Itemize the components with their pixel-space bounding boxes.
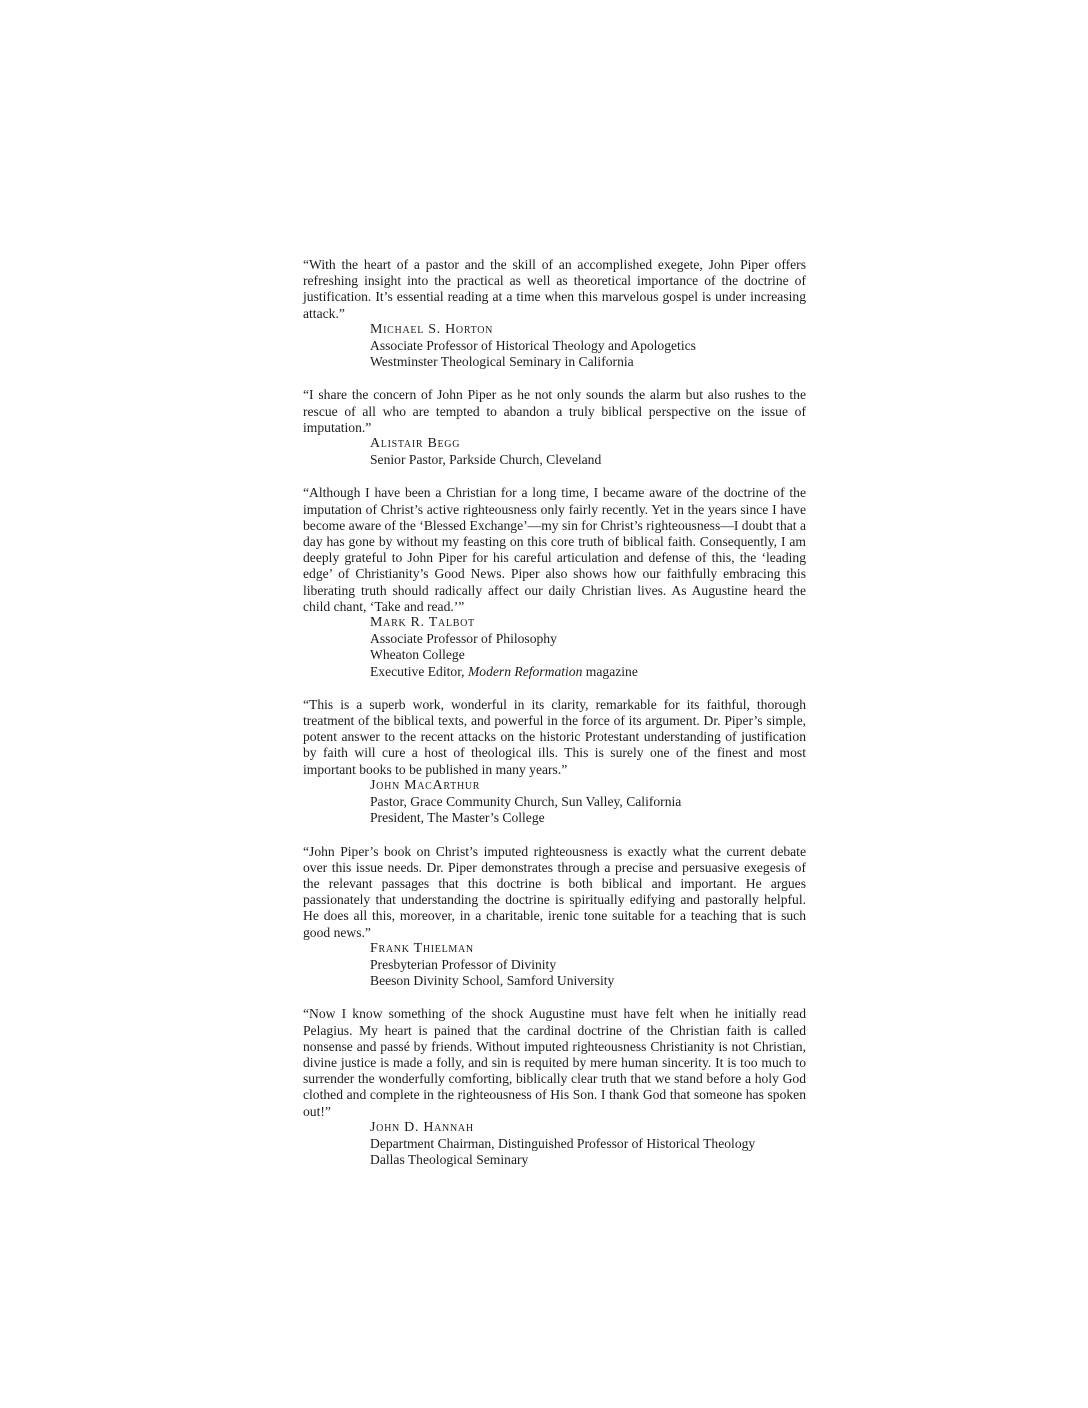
endorser-name: John D. Hannah bbox=[370, 1119, 474, 1135]
endorsement-attribution bbox=[370, 1120, 806, 1169]
endorser-title: Dallas Theological Seminary bbox=[370, 1152, 529, 1168]
endorser-title: Associate Professor of Historical Theology and Apologetics bbox=[370, 338, 696, 354]
endorser-name: Alistair Begg bbox=[370, 436, 461, 452]
endorsement-attribution bbox=[370, 778, 806, 827]
endorser-title: Beeson Divinity School, Samford University bbox=[370, 973, 615, 989]
endorser-title: Pastor, Grace Community Church, Sun Valley, California bbox=[370, 794, 682, 810]
endorsement-quote: “Although I have been a Christian for a long time, I became aware of the doctrine of the imputation of Christ’s active righteousness only fairly recently. Yet in the years since I have become aware of the ‘Blessed Exchange’—my sin for Christ’s righteousness—I doubt that a day has gone by without my feasting on this core truth of biblical faith. Consequently, I am deeply grateful to John Piper for his careful articulation and defense of this, the ‘leading edge’ of Christianity’s Good News. Piper also shows how our faithfully embracing this liberating truth should radically affect our daily Christian lives. As Augustine heard the child chant, ‘Take and read.’” bbox=[303, 485, 806, 614]
endorsement-quote: “This is a superb work, wonderful in its clarity, remarkable for its faithful, thorough treatment of the biblical texts, and powerful in the force of its argument. Dr. Piper’s simple, potent answer to the recent attacks on the historic Protestant understanding of justification by faith will cure a host of theological ills. This is surely one of the finest and most important books to be published in many years.” bbox=[303, 696, 806, 777]
endorser-title: Senior Pastor, Parkside Church, Cleveland bbox=[370, 452, 602, 468]
endorsement-section bbox=[303, 387, 806, 468]
endorsement-section bbox=[303, 257, 806, 370]
endorsements-text-block bbox=[303, 257, 806, 1185]
endorsement-attribution bbox=[370, 615, 806, 680]
endorsement-section bbox=[303, 1006, 806, 1168]
endorsement-attribution bbox=[370, 941, 806, 990]
endorsement-quote: “With the heart of a pastor and the skill of an accomplished exegete, John Piper offers refreshing insight into the practical as well as theoretical importance of the doctrine of justification. It’s essential reading at a time when this marvelous gospel is under increasing attack.” bbox=[303, 257, 806, 321]
endorsement-attribution bbox=[370, 436, 806, 468]
endorser-title: Wheaton College bbox=[370, 647, 465, 663]
endorser-name: Mark R. Talbot bbox=[370, 615, 475, 631]
endorser-title: Associate Professor of Philosophy bbox=[370, 631, 557, 647]
endorsement-quote: “John Piper’s book on Christ’s imputed righteousness is exactly what the current debate over this issue needs. Dr. Piper demonstrates through a precise and persuasive exegesis of the relevant passages that this doctrine is both biblical and important. He argues passionately that understanding the doctrine is spiritually edifying and pastorally helpful. He does all this, moreover, in a charitable, irenic tone suitable for a teaching that is such good news.” bbox=[303, 843, 806, 940]
endorser-title: Executive Editor, Modern Reformation magazine bbox=[370, 663, 638, 679]
endorsement-section bbox=[303, 844, 806, 990]
endorsement-attribution bbox=[370, 322, 806, 371]
endorser-name: Michael S. Horton bbox=[370, 321, 494, 337]
endorser-title: Presbyterian Professor of Divinity bbox=[370, 956, 557, 972]
endorser-name: Frank Thielman bbox=[370, 940, 474, 956]
endorser-name: John MacArthur bbox=[370, 777, 481, 793]
endorser-title: President, The Master’s College bbox=[370, 810, 545, 826]
endorser-title: Department Chairman, Distinguished Professor of Historical Theology bbox=[370, 1135, 756, 1151]
endorsement-quote: “I share the concern of John Piper as he not only sounds the alarm but also rushes to the rescue of all who are tempted to abandon a truly biblical perspective on the issue of imputation.” bbox=[303, 387, 806, 435]
endorsement-quote: “Now I know something of the shock Augustine must have felt when he initially read Pelagius. My heart is pained that the cardinal doctrine of the Christian faith is called nonsense and passé by friends. Without imputed righteousness Christianity is not Christian, divine justice is made a folly, and sin is requited by mere human sincerity. It is too much to surrender the wonderfully comforting, biblically clear truth that we stand before a holy God clothed and complete in the righteousness of His Son. I thank God that someone has spoken out!” bbox=[303, 1006, 806, 1119]
endorser-title: Westminster Theological Seminary in California bbox=[370, 354, 634, 370]
endorsement-section bbox=[303, 485, 806, 679]
endorsement-section bbox=[303, 697, 806, 827]
